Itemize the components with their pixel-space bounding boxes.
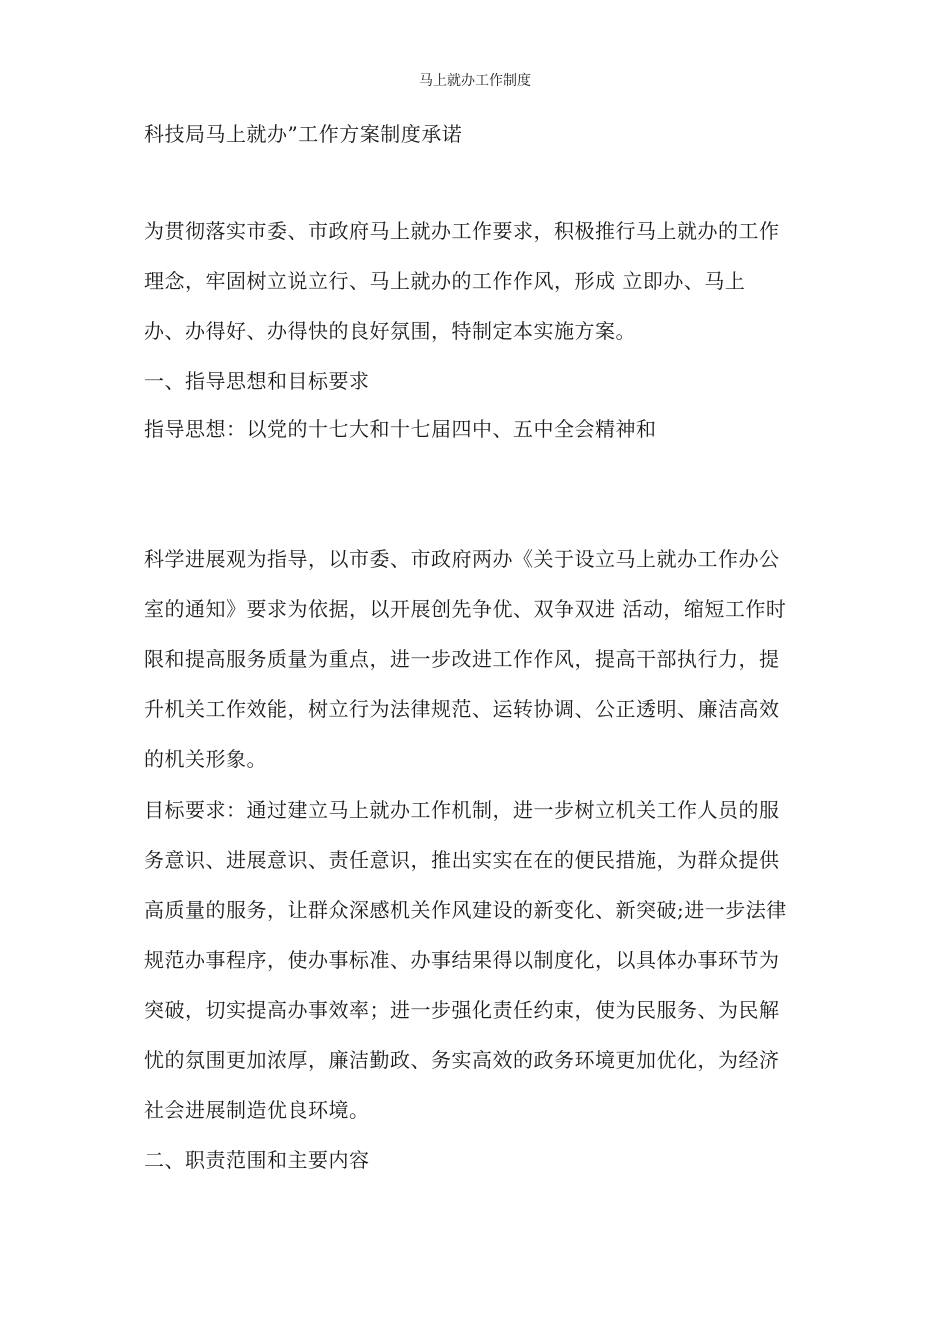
goals-line: 规范办事程序，使办事标准、办事结果得以制度化，以具体办事环节为 [144, 948, 780, 972]
guiding-thought-line: 科学进展观为指导，以市委、市政府两办《关于设立马上就办工作办公 [144, 547, 780, 571]
guiding-thought-line: 的机关形象。 [144, 747, 267, 771]
intro-line: 为贯彻落实市委、市政府马上就办工作要求，积极推行马上就办的工作 [144, 219, 780, 243]
goals-line: 高质量的服务，让群众深感机关作风建设的新变化、新突破;进一步法律 [144, 898, 787, 922]
section-heading-1: 一、指导思想和目标要求 [144, 369, 370, 393]
guiding-thought-line: 升机关工作效能，树立行为法律规范、运转协调、公正透明、廉洁高效 [144, 697, 780, 721]
guiding-thought-line: 指导思想：以党的十七大和十七届四中、五中全会精神和 [144, 417, 657, 441]
goals-line: 突破，切实提高办事效率；进一步强化责任约束，使为民服务、为民解 [144, 998, 780, 1022]
goals-line: 社会进展制造优良环境。 [144, 1098, 370, 1122]
guiding-thought-line: 限和提高服务质量为重点，进一步改进工作作风，提高干部执行力，提 [144, 647, 780, 671]
intro-line: 理念，牢固树立说立行、马上就办的工作作风，形成 立即办、马上 [144, 269, 746, 293]
goals-line: 忧的氛围更加浓厚，廉洁勤政、务实高效的政务环境更加优化，为经济 [144, 1048, 780, 1072]
guiding-thought-line: 室的通知》要求为依据，以开展创先争优、双争双进 活动，缩短工作时 [144, 597, 787, 621]
goals-line: 目标要求：通过建立马上就办工作机制，进一步树立机关工作人员的服 [144, 798, 780, 822]
goals-line: 务意识、进展意识、责任意识，推出实实在在的便民措施，为群众提供 [144, 848, 780, 872]
section-heading-2: 二、职责范围和主要内容 [144, 1148, 370, 1172]
page-header: 马上就办工作制度 [419, 73, 531, 89]
document-title: 科技局马上就办”工作方案制度承诺 [144, 122, 463, 146]
intro-line: 办、办得好、办得快的良好氛围，特制定本实施方案。 [144, 319, 636, 343]
